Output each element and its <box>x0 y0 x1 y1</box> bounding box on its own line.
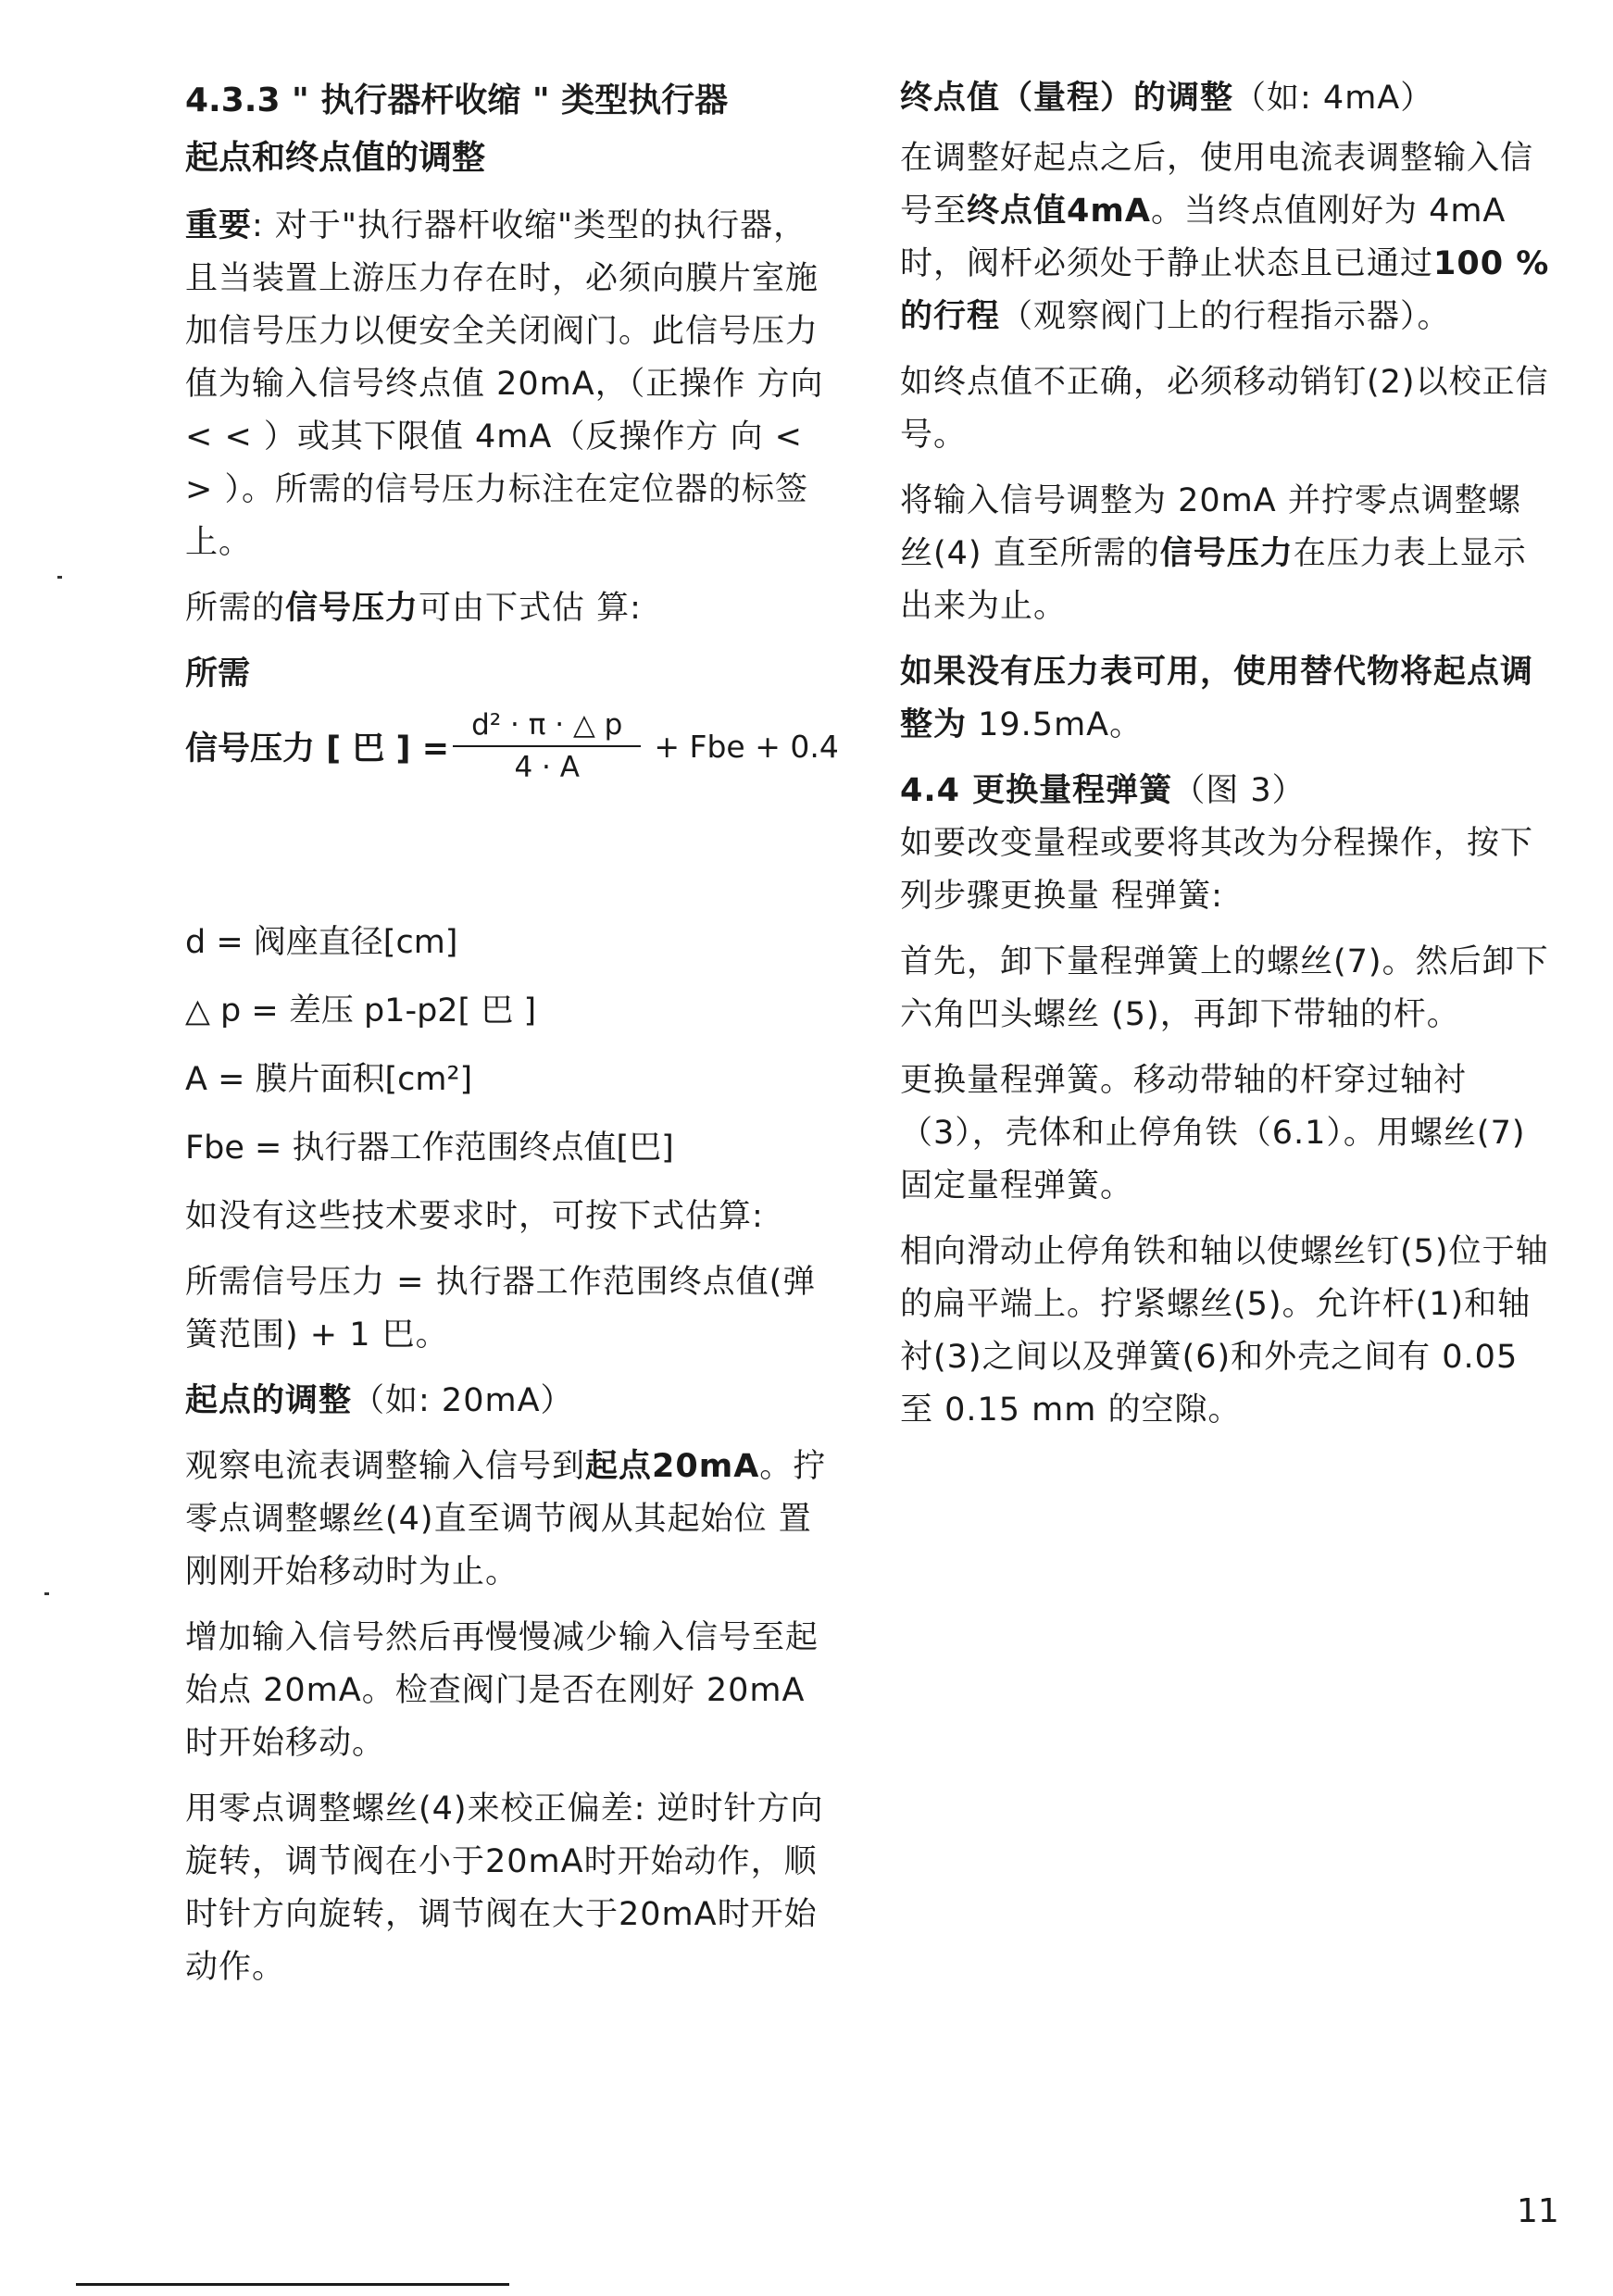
section-subtitle: 起点和终点值的调整 <box>185 139 486 177</box>
end-paragraph-2: 如终点值不正确，必须移动销钉(2)以校正信号。 <box>900 364 1549 454</box>
page-number: 11 <box>1517 2192 1559 2230</box>
estimate-paragraph <box>185 582 838 635</box>
no-spec-text: 如没有这些技术要求时，可按下式估算: <box>185 1198 764 1235</box>
formula-lhs: 信号压力 [ 巴 ] = <box>185 730 450 767</box>
end-paragraph-3 <box>900 475 1553 633</box>
spring-paragraph-1: 如要改变量程或要将其改为分程操作，按下列步骤更换量 程弹簧: <box>900 825 1534 915</box>
end-p3-bold: 信号压力 <box>1159 535 1294 572</box>
section-title: 4.3.3 " 执行器杆收缩 " 类型执行器 <box>185 81 729 119</box>
start-paragraph-3: 用零点调整螺丝(4)来校正偏差: 逆时针方向旋转，调节阀在小于20mA时开始动作，顺时针方向旋转，调节阀在大于20mA时开始动作。 <box>185 1791 824 1986</box>
end-p1-pre: 在调整好起点之后，使用电流表调整输入信号至 <box>900 140 1534 230</box>
simple-formula: 所需信号压力 = 执行器工作范围终点值(弹簧范围) + 1 巴。 <box>185 1264 817 1354</box>
formula-spacer <box>185 805 838 917</box>
right-column <box>900 72 1553 1450</box>
start-paragraph-2: 增加输入信号然后再慢慢减少输入信号至起始点 20mA。检查阀门是否在刚好 20mA 时开始移动。 <box>185 1619 819 1762</box>
end-p1-post: （观察阀门上的行程指示器）。 <box>1000 298 1451 335</box>
end-p1-bold2: 100 % 的行程 <box>900 245 1550 335</box>
spring-heading-bold: 4.4 更换量程弹簧 <box>900 772 1173 809</box>
formula-label: 所需 <box>185 655 251 693</box>
start-heading-bold: 起点的调整 <box>185 1382 353 1419</box>
important-paragraph <box>185 200 838 569</box>
footer-rule <box>76 2283 509 2286</box>
end-paragraph-4 <box>900 646 1553 752</box>
start-p1-post: 。拧零点调整螺丝(4)直至调节阀从其起始位 置刚刚开始移动时为止。 <box>185 1448 827 1591</box>
formula-numerator: d² · π · △ p <box>453 708 641 747</box>
estimate-bold: 信号压力 <box>285 590 419 627</box>
start-p1-pre: 观察电流表调整输入信号到 <box>185 1448 586 1485</box>
spring-heading-normal: （图 3） <box>1172 772 1306 809</box>
spring-paragraph-4: 相向滑动止停角铁和轴以使螺丝钉(5)位于轴的扁平端上。拧紧螺丝(5)。允许杆(1)和轴衬(3)之间以及弹簧(6)和外壳之间有 0.05 至 0.15 mm 的空隙。 <box>900 1233 1549 1429</box>
end-heading-normal: （如: 4mA） <box>1233 80 1434 117</box>
scan-speck <box>57 576 62 579</box>
spring-paragraph-2: 首先，卸下量程弹簧上的螺丝(7)。然后卸下六角凹头螺丝 (5)，再卸下带轴的杆。 <box>900 943 1549 1033</box>
formula-row <box>185 700 838 792</box>
start-heading-normal: （如: 20mA） <box>352 1382 574 1419</box>
definition-a: A = 膜片面积[cm²] <box>185 1061 473 1098</box>
formula-rhs: + Fbe + 0.4 <box>654 728 839 765</box>
spring-heading <box>900 765 1553 817</box>
important-label: 重要 <box>185 207 253 244</box>
end-p3-post: 在压力表上显示出来为止。 <box>900 535 1527 625</box>
spring-paragraph-3: 更换量程弹簧。移动带轴的杆穿过轴衬（3），壳体和止停角铁（6.1）。用螺丝(7)固定量程弹簧。 <box>900 1062 1526 1204</box>
estimate-post: 可由下式估 算: <box>419 590 642 627</box>
formula-fraction <box>453 708 641 784</box>
signal-pressure-formula <box>185 648 838 792</box>
scan-speck <box>44 1592 49 1595</box>
left-column <box>185 72 838 2007</box>
end-p3-pre: 将输入信号调整为 20mA 并拧零点调整螺丝(4) 直至所需的 <box>900 482 1521 572</box>
end-p4-bold: 如果没有压力表可用，使用替代物将起点调整为 <box>900 654 1534 743</box>
definition-d: d = 阀座直径[cm] <box>185 924 458 961</box>
estimate-pre: 所需的 <box>185 590 286 627</box>
end-p1-mid: 。当终点值刚好为 4mA 时，阀杆必须处于静止状态且已通过 <box>900 193 1507 282</box>
end-p4-normal: 19.5mA。 <box>967 706 1144 743</box>
end-heading <box>900 72 1553 125</box>
start-heading <box>185 1375 838 1428</box>
formula-denominator: 4 · A <box>514 751 580 784</box>
end-heading-bold: 终点值（量程）的调整 <box>900 80 1234 117</box>
end-p1-bold: 终点值4mA <box>967 193 1151 230</box>
start-p1-bold: 起点20mA <box>585 1448 760 1485</box>
important-text: : 对于"执行器杆收缩"类型的执行器，且当装置上游压力存在时，必须向膜片室施加信号压力以便安全关闭阀门。此信号压力值为输入信号终点值 20mA，（正操作 方向 < < ）或其下限值 4mA（反操作方 向 < > ）。所需的信号压力标注在定位器的标签上。 <box>185 207 824 561</box>
definition-delta-p: △ p = 差压 p1-p2[ 巴 ] <box>185 992 537 1029</box>
end-paragraph-1 <box>900 132 1553 343</box>
start-paragraph-1 <box>185 1441 838 1599</box>
definition-fbe: Fbe = 执行器工作范围终点值[巴] <box>185 1129 674 1167</box>
